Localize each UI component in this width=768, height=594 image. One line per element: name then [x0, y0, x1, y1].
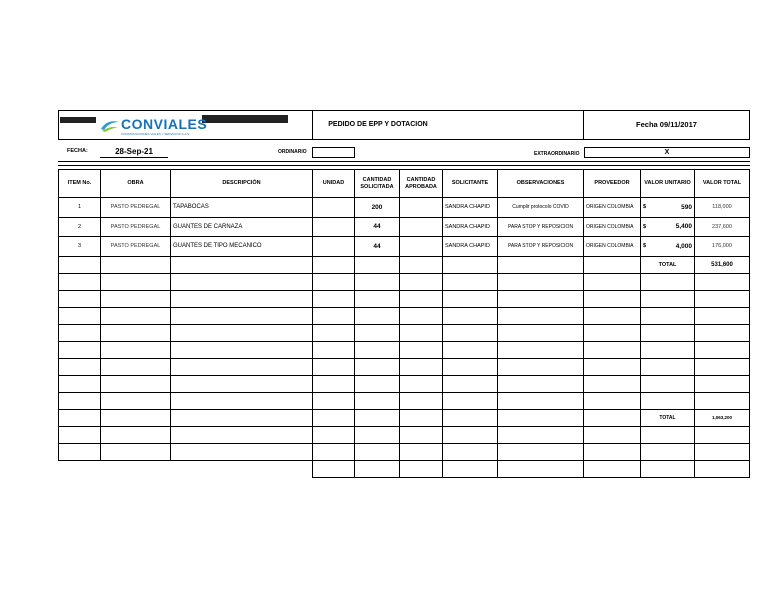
unit-value: 5,400: [675, 223, 692, 231]
items-table: [58, 169, 750, 478]
table-row: [59, 324, 750, 341]
top-border: [58, 110, 750, 111]
company-logo: [99, 114, 209, 136]
cell-descripcion: GUANTES DE CARNAZA: [171, 217, 313, 237]
table-row: [59, 358, 750, 375]
extraordinario-value: X: [664, 149, 670, 156]
cell-valor-total: 176,000: [695, 237, 750, 257]
header-observaciones: OBSERVACIONES: [498, 170, 584, 198]
cell-descripcion: TAPABOCAS: [171, 198, 313, 218]
header-cantidad-aprobada: CANTIDAD APROBADA: [400, 170, 443, 198]
fecha-label: FECHA:: [67, 148, 88, 154]
table-row: [59, 341, 750, 358]
cell-item: 2: [59, 217, 101, 237]
right-border: [749, 110, 750, 140]
fecha-value[interactable]: 28-Sep-21: [100, 147, 168, 158]
cell-proveedor: ORIGEN COLOMBIA: [584, 217, 641, 237]
cell-valor-unitario: [641, 217, 695, 237]
header-proveedor: PROVEEDOR: [584, 170, 641, 198]
redaction-bar-right: [202, 115, 288, 123]
table-row: [59, 290, 750, 307]
table-row: [59, 409, 750, 426]
table-row: [59, 237, 750, 257]
unit-value: 4,000: [675, 242, 692, 250]
cell-unidad: [313, 217, 355, 237]
redaction-bar-left: [60, 117, 96, 123]
cell-cantidad-solicitada: 44: [355, 237, 400, 257]
table-row: [59, 375, 750, 392]
form-separator-1: [58, 161, 750, 162]
cell-observaciones: Cumplir protocolo COVID: [498, 198, 584, 218]
grand-total-value: 1,063,200: [695, 409, 750, 426]
table-row: [59, 426, 750, 443]
cell-cantidad-aprobada: [400, 217, 443, 237]
table-row: [59, 460, 750, 477]
cell-solicitante: SANDRA CHAPID: [443, 217, 498, 237]
header-solicitante: SOLICITANTE: [443, 170, 498, 198]
cell-valor-total: 118,000: [695, 198, 750, 218]
page-title: PEDIDO DE EPP Y DOTACION: [328, 121, 428, 128]
header-obra: OBRA: [101, 170, 171, 198]
header-descripcion: DESCRIPCIÓN: [171, 170, 313, 198]
cell-cantidad-solicitada: 44: [355, 217, 400, 237]
table-header-row: [59, 170, 750, 198]
unit-value: 590: [681, 203, 692, 211]
cell-valor-total: 237,600: [695, 217, 750, 237]
logo-swoosh-icon: [99, 118, 121, 134]
table-row: [59, 392, 750, 409]
cell-descripcion: GUANTES DE TIPO MECANICO: [171, 237, 313, 257]
table-row: [59, 198, 750, 218]
header-bottom-border: [58, 139, 750, 140]
ordinario-field[interactable]: [312, 147, 355, 158]
currency-symbol: $: [643, 243, 647, 250]
cell-solicitante: SANDRA CHAPID: [443, 237, 498, 257]
cell-solicitante: SANDRA CHAPID: [443, 198, 498, 218]
cell-obra: PASTO PEDREGAL: [101, 217, 171, 237]
cell-item: 3: [59, 237, 101, 257]
cell-obra: PASTO PEDREGAL: [101, 237, 171, 257]
extraordinario-label: EXTRAORDINARIO: [534, 151, 580, 157]
cell-proveedor: ORIGEN COLOMBIA: [584, 237, 641, 257]
ordinario-label: ORDINARIO: [278, 149, 307, 155]
currency-symbol: $: [643, 204, 647, 211]
cell-unidad: [313, 198, 355, 218]
brand-name: CONVIALES: [121, 116, 208, 132]
header-unidad: UNIDAD: [313, 170, 355, 198]
header-item: ITEM No.: [59, 170, 101, 198]
cell-obra: PASTO PEDREGAL: [101, 198, 171, 218]
cell-cantidad-aprobada: [400, 237, 443, 257]
cell-observaciones: PARA STOP Y REPOSICION: [498, 237, 584, 257]
header-valor-unitario: VALOR UNITARIO: [641, 170, 695, 198]
cell-valor-unitario: [641, 198, 695, 218]
date-header: Fecha 09/11/2017: [636, 120, 697, 129]
extraordinario-field[interactable]: [584, 147, 750, 158]
table-row: [59, 307, 750, 324]
total-value: 531,600: [695, 256, 750, 273]
table-row: [59, 217, 750, 237]
brand-tagline: CONSTRUCCIONES VIALES Y SERVICIOS S.A.S: [121, 132, 190, 136]
table-row: [59, 256, 750, 273]
table-row: [59, 273, 750, 290]
cell-unidad: [313, 237, 355, 257]
table-row: [59, 443, 750, 460]
cell-item: 1: [59, 198, 101, 218]
header-valor-total: VALOR TOTAL: [695, 170, 750, 198]
total-label: TOTAL: [641, 256, 695, 273]
left-border: [58, 110, 59, 140]
cell-cantidad-solicitada: 200: [355, 198, 400, 218]
cell-valor-unitario: [641, 237, 695, 257]
cell-observaciones: PARA STOP Y REPOSICION: [498, 217, 584, 237]
form-separator-2: [58, 165, 750, 166]
cell-cantidad-aprobada: [400, 198, 443, 218]
cell-proveedor: ORIGEN COLOMBIA: [584, 198, 641, 218]
header-cantidad-solicitada: CANTIDAD SOLICITADA: [355, 170, 400, 198]
currency-symbol: $: [643, 223, 647, 230]
grand-total-label: TOTAL: [641, 409, 695, 426]
